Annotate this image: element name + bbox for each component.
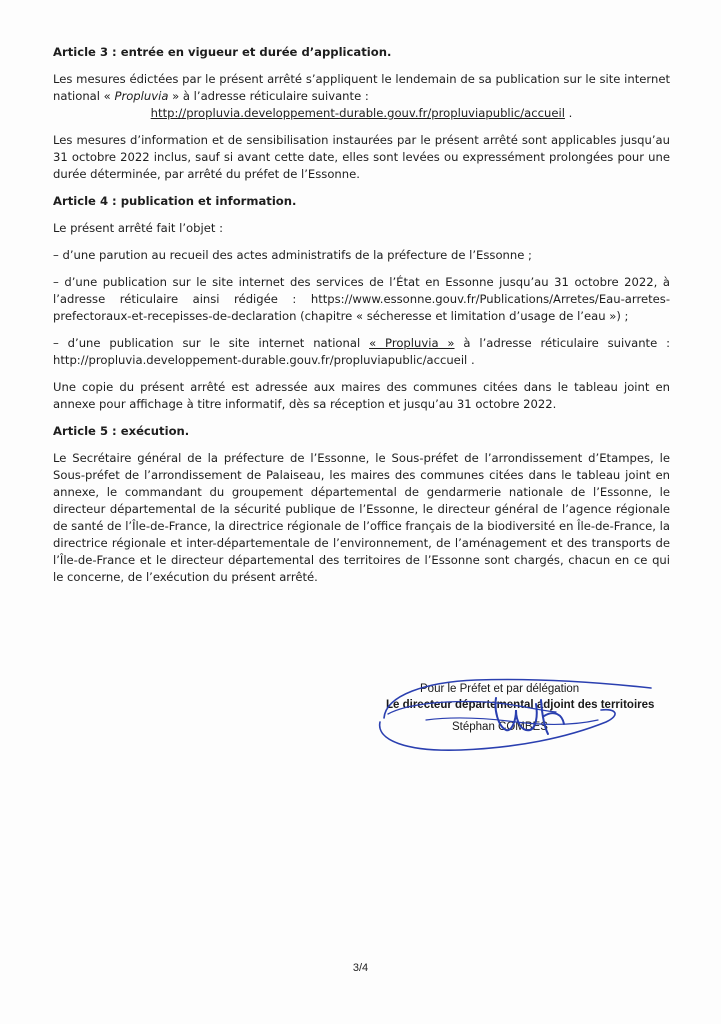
article-3-heading: Article 3 : entrée en vigueur et durée d’application. bbox=[53, 45, 392, 59]
document-body bbox=[53, 44, 670, 596]
propluvia-url-link[interactable]: http://propluvia.developpement-durable.gouv.fr/propluviapublic/accueil bbox=[150, 106, 565, 120]
propluvia-link[interactable]: « Propluvia » bbox=[369, 336, 455, 350]
article-5-heading: Article 5 : exécution. bbox=[53, 424, 190, 438]
article-4-item-3-text: – d’une publication sur le site internet national bbox=[53, 336, 370, 350]
article-5-body: Le Secrétaire général de la préfecture de l’Essonne, le Sous-préfet de l’arrondissement d’Etampes, le Sous-préfet de l’arrondissement de Palaiseau, les maires des communes citées dans le tableau joint en annexe, le commandant du groupement départemental de gendarmerie nationale de l’Essonne, le directeur départemental de la sécurité publique de l’Essonne, le directeur général de l’agence régionale de santé de l’Île-de-France, la directrice régionale de l’office français de la biodiversité en Île-de-France, la directrice régionale et inter-départementale de l’environnement, de l’aménagement et des transports de l’Île-de-France et le directeur départemental des territoires de l’Essonne sont chargés, chacun en ce qui le concerne, de l’exécution du présent arrêté. bbox=[53, 451, 670, 584]
article-3-paragraph-1 bbox=[53, 71, 670, 122]
signature-title: Le directeur départemental adjoint des territoires bbox=[386, 699, 655, 711]
article-3-p1-text-after: » à l’adresse réticulaire suivante : bbox=[168, 89, 369, 103]
article-3-paragraph-2: Les mesures d’information et de sensibilisation instaurées par le présent arrêté sont applicables jusqu’au 31 octobre 2022 inclus, sauf si avant cette date, elles sont levées ou expressément prolongées pour une durée déterminée, par arrêté du préfet de l’Essonne. bbox=[53, 133, 670, 181]
article-4-copy-paragraph: Une copie du présent arrêté est adressée aux maires des communes citées dans le tableau joint en annexe pour affichage à titre informatif, dès sa réception et jusqu’au 31 octobre 2022. bbox=[53, 380, 670, 411]
article-4-item-2: – d’une publication sur le site internet des services de l’État en Essonne jusqu’au 31 octobre 2022, à l’adresse réticulaire ainsi rédigée : https://www.essonne.gouv.fr/Publications/Arretes/Eau-arretes-prefectoraux-et-recepisses-de-declaration (chapitre « sécheresse et limitation d’usage de l’eau ») ; bbox=[53, 275, 670, 323]
article-4-intro: Le présent arrêté fait l’objet : bbox=[53, 221, 223, 235]
article-4-heading: Article 4 : publication et information. bbox=[53, 194, 297, 208]
propluvia-emphasis: Propluvia bbox=[114, 89, 169, 103]
signature-delegation: Pour le Préfet et par délégation bbox=[420, 683, 580, 695]
propluvia-url-suffix: . bbox=[564, 106, 573, 120]
propluvia-url-line bbox=[53, 105, 670, 122]
article-3-p1-text: Les mesures édictées par le présent arrêté s’appliquent le lendemain de sa publication sur le site internet national « bbox=[53, 72, 670, 103]
article-4-item-1: – d’une parution au recueil des actes administratifs de la préfecture de l’Essonne ; bbox=[53, 248, 532, 262]
article-4-item-3 bbox=[53, 335, 670, 369]
signature-name: Stéphan COMBES bbox=[452, 721, 548, 733]
article-4-item-3-text-after: à l’adresse réticulaire suivante : http://propluvia.developpement-durable.gouv.fr/propluviapublic/accueil . bbox=[53, 336, 671, 367]
page-number: 3/4 bbox=[352, 962, 369, 974]
